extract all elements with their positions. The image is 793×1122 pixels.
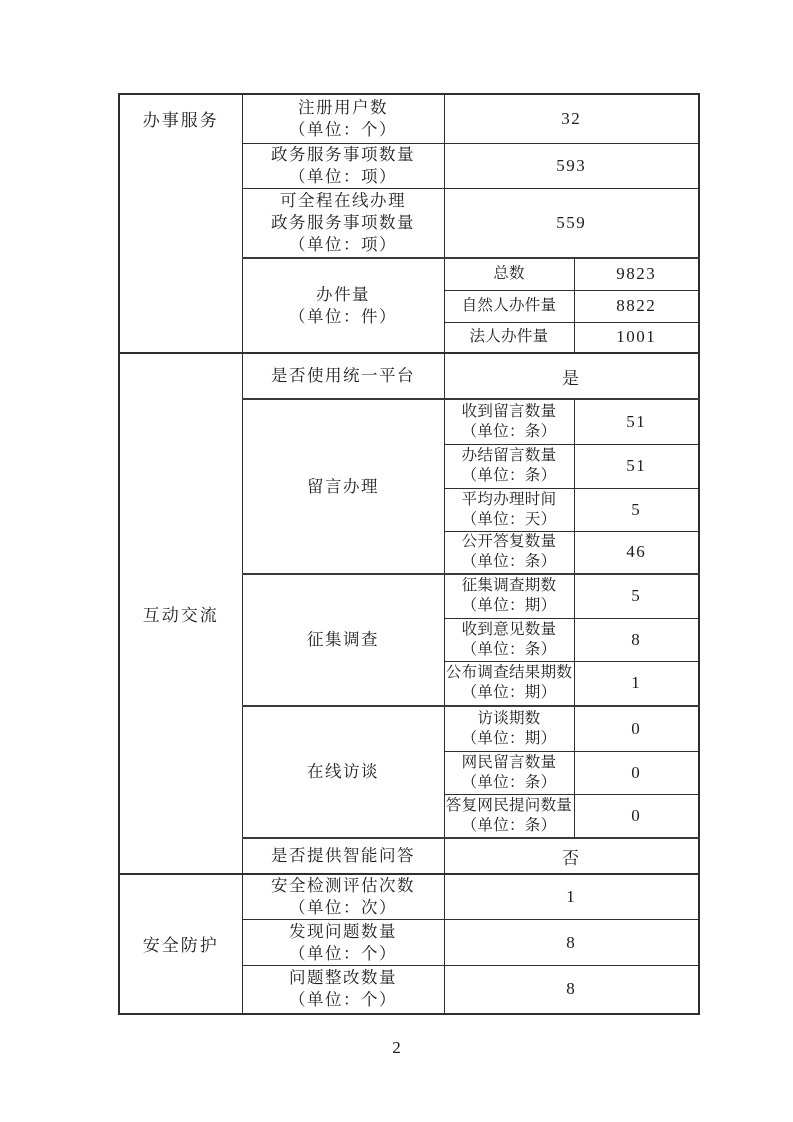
submetric-value: 0 bbox=[574, 751, 699, 794]
submetric-value: 5 bbox=[574, 488, 699, 531]
metric-unit: （单位：个） bbox=[289, 119, 397, 139]
metric-value: 8 bbox=[444, 920, 699, 966]
metric-label-cell: 是否提供智能问答 bbox=[242, 838, 444, 874]
submetric-label-cell bbox=[444, 574, 574, 618]
section-category-anquan: 安全防护 bbox=[119, 874, 242, 1014]
submetric-label: 收到留言数量 bbox=[461, 402, 557, 420]
submetric-unit: （单位：期） bbox=[461, 597, 557, 615]
metric-value: 559 bbox=[444, 188, 699, 258]
submetric-label-cell bbox=[444, 618, 574, 661]
submetric-value: 0 bbox=[574, 794, 699, 838]
metric-unit: （单位：个） bbox=[289, 990, 397, 1010]
page-number: 2 bbox=[392, 1038, 401, 1057]
submetric-label: 征集调查期数 bbox=[461, 577, 557, 595]
submetric-label: 公开答复数量 bbox=[461, 533, 557, 551]
submetric-value: 51 bbox=[574, 444, 699, 488]
submetric-unit: （单位：期） bbox=[461, 684, 557, 702]
metric-unit: （单位：项） bbox=[289, 234, 397, 254]
submetric-unit: （单位：条） bbox=[461, 773, 557, 791]
metric-value: 32 bbox=[444, 94, 699, 143]
metric-label: 发现问题数量 bbox=[289, 921, 397, 941]
submetric-label-cell bbox=[444, 531, 574, 574]
metric-label-cell bbox=[242, 94, 444, 143]
group-label-zaixianfangtan: 在线访谈 bbox=[242, 706, 444, 838]
metric-label-cell bbox=[242, 920, 444, 966]
metric-value: 1 bbox=[444, 874, 699, 920]
submetric-label-cell bbox=[444, 488, 574, 531]
submetric-label-cell bbox=[444, 751, 574, 794]
submetric-value: 1 bbox=[574, 661, 699, 706]
submetric-label: 网民留言数量 bbox=[461, 753, 557, 771]
submetric-unit: （单位：条） bbox=[461, 553, 557, 571]
submetric-unit: （单位：条） bbox=[461, 467, 557, 484]
submetric-unit: （单位：期） bbox=[461, 729, 557, 747]
metric-unit: （单位：次） bbox=[289, 898, 397, 917]
metric-label-cell bbox=[242, 874, 444, 920]
section-category-banshi: 办事服务 bbox=[119, 94, 242, 353]
group-label-zhengji: 征集调查 bbox=[242, 574, 444, 706]
metric-unit: （单位：个） bbox=[289, 943, 397, 963]
submetric-label: 自然人办件量 bbox=[444, 290, 574, 322]
submetric-value: 1001 bbox=[574, 322, 699, 353]
submetric-value: 5 bbox=[574, 574, 699, 618]
metric-label: 注册用户数 bbox=[298, 97, 388, 117]
submetric-value: 8822 bbox=[574, 290, 699, 322]
submetric-label-cell bbox=[444, 661, 574, 706]
submetric-label: 办结留言数量 bbox=[461, 447, 557, 464]
submetric-unit: （单位：天） bbox=[461, 510, 557, 528]
submetric-label: 总数 bbox=[444, 258, 574, 290]
submetric-label-cell bbox=[444, 399, 574, 444]
submetric-value: 46 bbox=[574, 531, 699, 574]
metric-value: 否 bbox=[444, 838, 699, 874]
metric-value: 8 bbox=[444, 966, 699, 1014]
submetric-label: 访谈期数 bbox=[477, 709, 541, 727]
metric-label: 问题整改数量 bbox=[289, 968, 397, 988]
metric-value: 是 bbox=[444, 353, 699, 399]
metric-label: 安全检测评估次数 bbox=[271, 876, 415, 895]
metric-label-line2: 政务服务事项数量 bbox=[271, 212, 415, 232]
group-unit: （单位：件） bbox=[289, 306, 397, 326]
submetric-label: 平均办理时间 bbox=[461, 490, 557, 508]
submetric-value: 8 bbox=[574, 618, 699, 661]
report-table bbox=[118, 93, 700, 1015]
submetric-unit: （单位：条） bbox=[461, 816, 557, 834]
submetric-value: 51 bbox=[574, 399, 699, 444]
table-row bbox=[119, 94, 699, 143]
group-label-liuyan: 留言办理 bbox=[242, 399, 444, 574]
submetric-value: 0 bbox=[574, 706, 699, 751]
submetric-value: 9823 bbox=[574, 258, 699, 290]
metric-label-cell bbox=[242, 966, 444, 1014]
submetric-unit: （单位：条） bbox=[461, 640, 557, 658]
metric-value: 593 bbox=[444, 143, 699, 188]
submetric-label-cell bbox=[444, 794, 574, 838]
submetric-label: 收到意见数量 bbox=[461, 620, 557, 638]
metric-unit: （单位：项） bbox=[289, 166, 397, 186]
submetric-label-cell bbox=[444, 444, 574, 488]
metric-label: 政务服务事项数量 bbox=[271, 144, 415, 164]
submetric-unit: （单位：条） bbox=[461, 422, 557, 440]
submetric-label: 公布调查结果期数 bbox=[445, 664, 573, 682]
submetric-label-cell bbox=[444, 706, 574, 751]
table-row bbox=[119, 874, 699, 920]
metric-label: 可全程在线办理 bbox=[280, 190, 406, 210]
group-label-banjianliang bbox=[242, 258, 444, 353]
submetric-label: 法人办件量 bbox=[444, 322, 574, 353]
section-category-hudong: 互动交流 bbox=[119, 353, 242, 874]
submetric-label: 答复网民提问数量 bbox=[445, 796, 573, 814]
metric-label-cell bbox=[242, 143, 444, 188]
metric-label-cell bbox=[242, 188, 444, 258]
table-row bbox=[119, 353, 699, 399]
group-label: 办件量 bbox=[316, 284, 370, 304]
metric-label-cell: 是否使用统一平台 bbox=[242, 353, 444, 399]
